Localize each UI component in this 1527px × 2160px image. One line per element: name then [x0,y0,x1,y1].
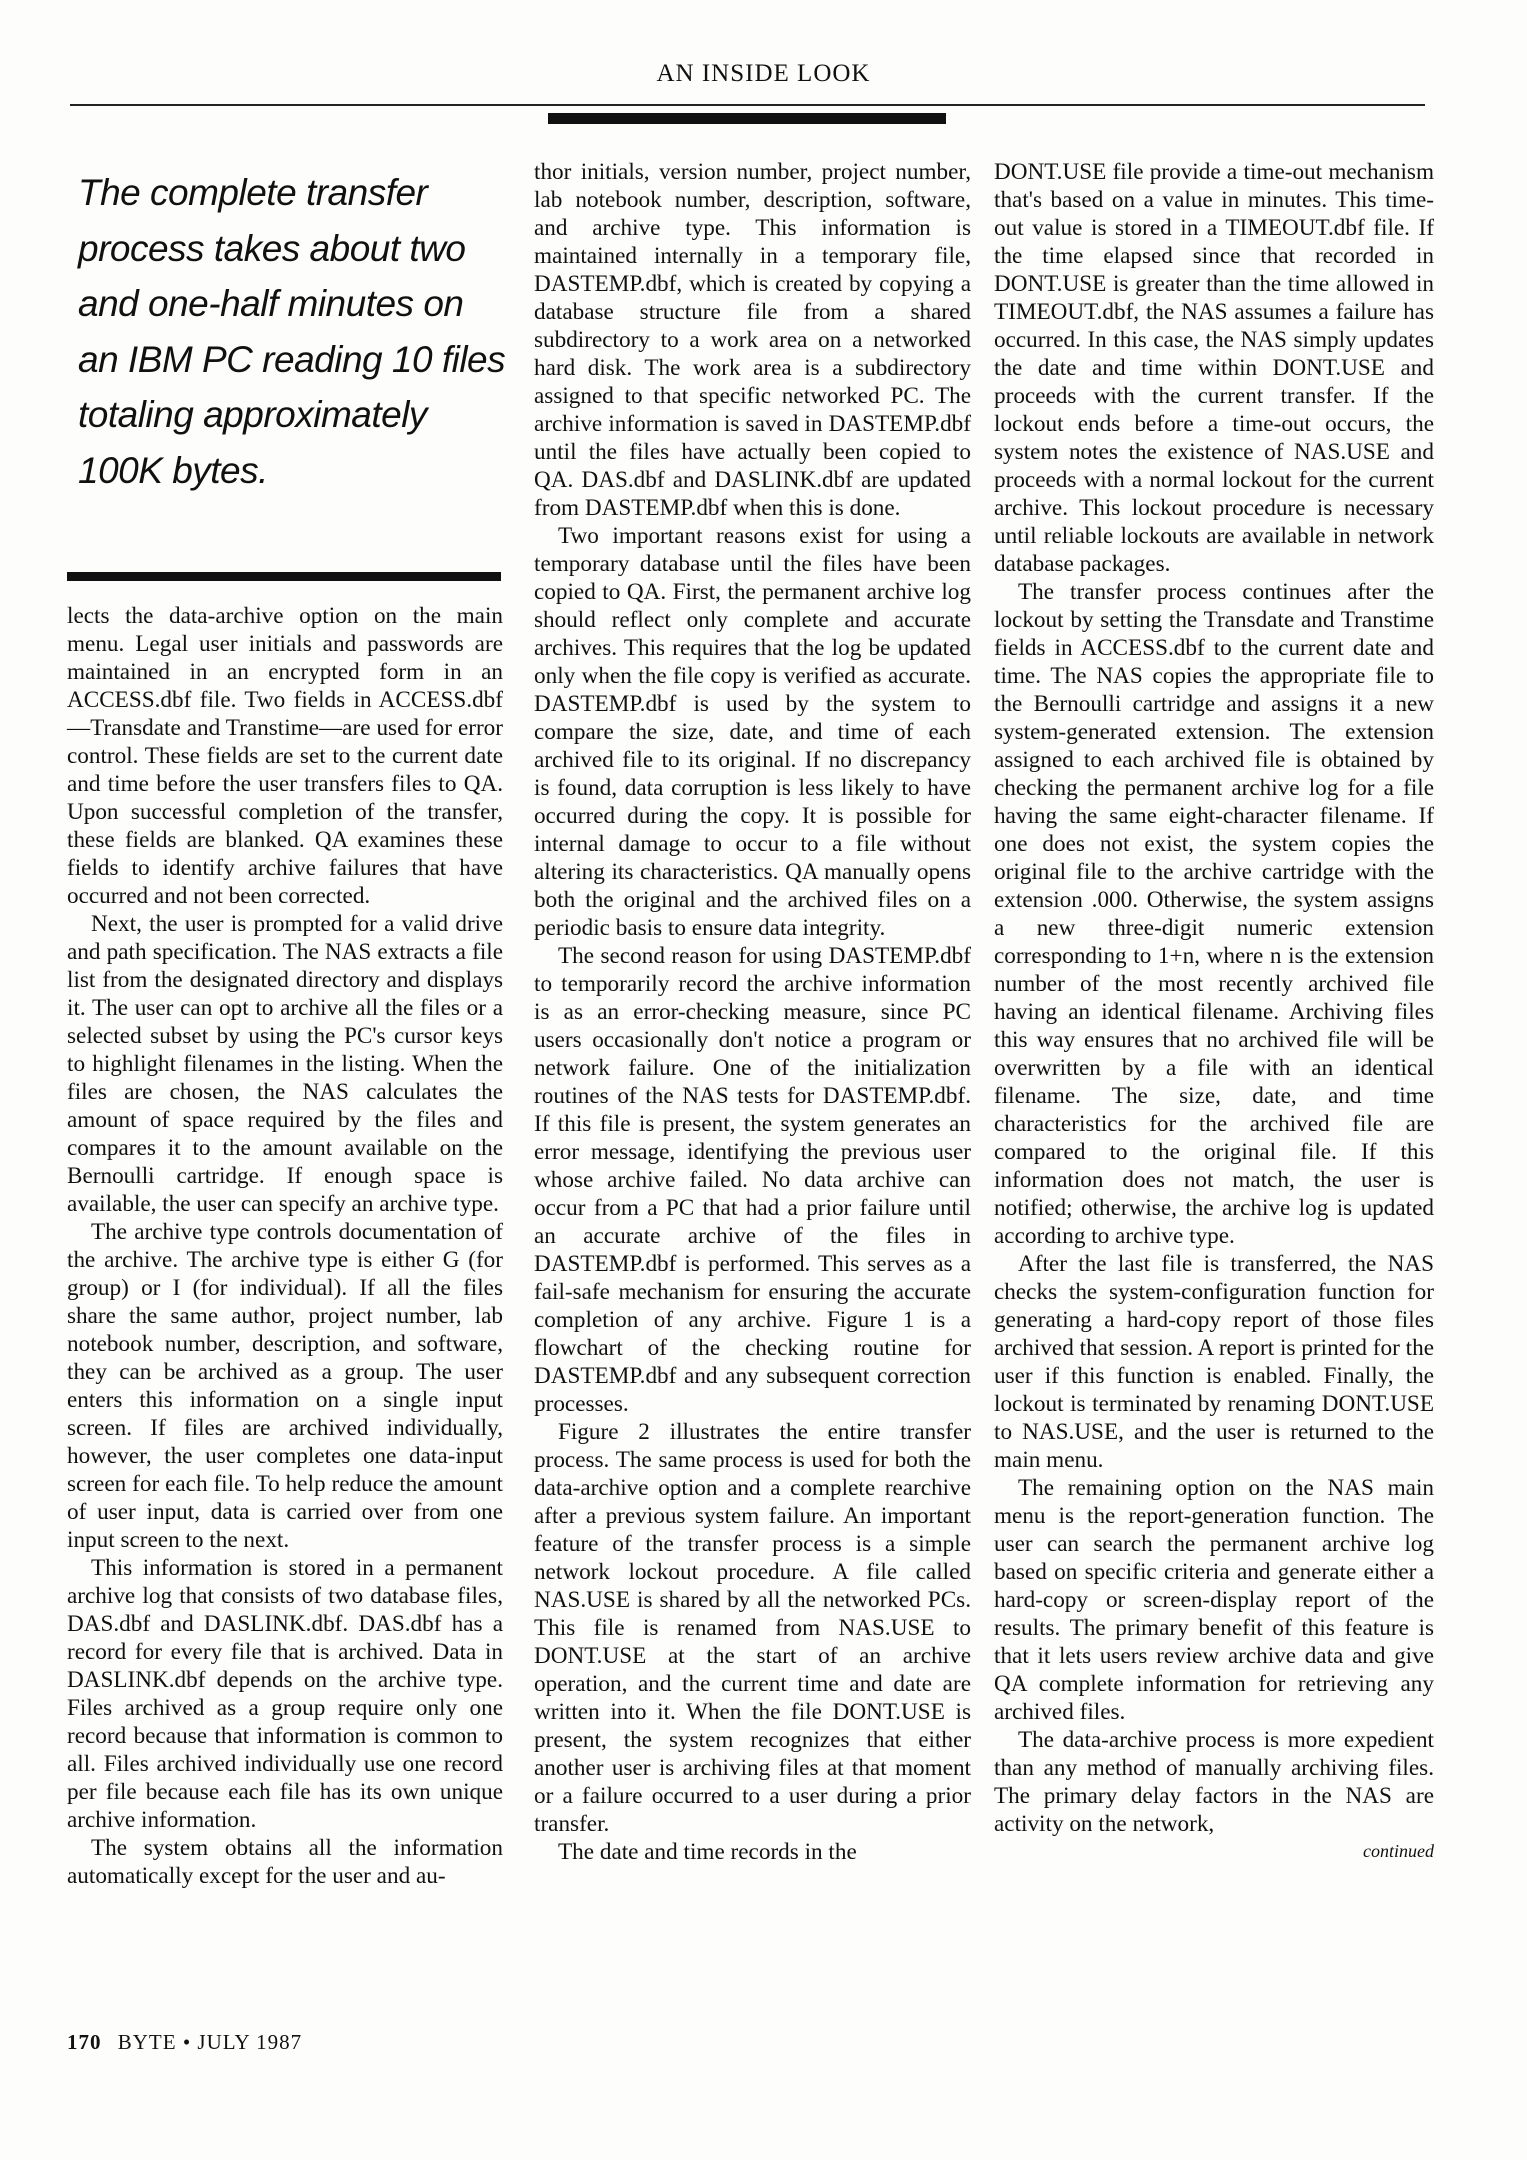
paragraph: The date and time records in the [558,1839,857,1865]
paragraph: The transfer process continues after the lockout by setting the Transdate and Transtime fields in ACCESS.dbf to the current date and time. The NAS copies the appropriate file to the Bernoulli cartridge and assigns it a new system-generated extension. The extension assigned to each archived file is obtained by checking the permanent archive log for a file having the same eight-character filename. If one does not exist, the system copies the original file to the archive cartridge with the extension .000. Otherwise, the system assigns a new three-digit numeric extension corresponding to 1+n, where n is the extension number of the most recently archived file having an identical filename. Archiving files this way ensures that no archived file will be overwritten by a file with an identical filename. The size, date, and time characteristics for the archived file are compared to the original file. If this information does not match, the user is notified; otherwise, the archive log is updated according to archive type. [994,579,1434,1249]
paragraph: This information is stored in a permanent archive log that consists of two database files, DAS.dbf and DASLINK.dbf. DAS.dbf has a record for every file that is archived. Data in DASLINK.dbf depends on the archive type. Files archived as a group require only one record because that information is common to all. Files archived individually use one record per file because each file has its own unique archive information. [67,1555,503,1833]
page-number: 170 [67,2030,102,2054]
publication-info: BYTE • JULY 1987 [117,2030,303,2054]
paragraph: Next, the user is prompted for a valid drive and path specification. The NAS extracts a file list from the designated directory and displays it. The user can opt to archive all the files or a selected subset by using the PC's cursor keys to highlight filenames in the listing. When the files are chosen, the NAS calculates the amount of space required by the files and compares it to the amount available on the Bernoulli cartridge. If enough space is available, the user can specify an archive type. [67,911,503,1217]
pull-quote: The complete transfer process takes about two and one-half minutes on an IBM PC reading 10 files totaling approximately 100K bytes. [78,172,506,491]
paragraph: The data-archive process is more expedient than any method of manually archiving files. The primary delay factors in the NAS are activity on the network, [994,1727,1434,1837]
paragraph: The second reason for using DASTEMP.dbf to temporarily record the archive information is as an error-checking measure, since PC users occasionally don't notice a program or network failure. One of the initialization routines of the NAS tests for DASTEMP.dbf. If this file is present, the system generates an error message, identifying the previous user whose archive failed. No data archive can occur from a PC that had a prior failure until an accurate archive of the files in DASTEMP.dbf is performed. This serves as a fail-safe mechanism for ensuring the accurate completion of any archive. Figure 1 is a flowchart of the checking routine for DASTEMP.dbf and any subsequent correction processes. [534,943,971,1417]
column-1 [67,602,503,1890]
header-bar [548,113,946,124]
paragraph: thor initials, version number, project number, lab notebook number, description, software, and archive type. This information is maintained internally in a temporary file, DASTEMP.dbf, which is created by copying a database structure file from a shared subdirectory to a work area on a networked hard disk. The work area is a subdirectory assigned to that specific networked PC. The archive information is saved in DASTEMP.dbf until the files have actually been copied to QA. DAS.dbf and DASLINK.dbf are updated from DASTEMP.dbf when this is done. [534,159,971,521]
paragraph: The archive type controls documentation of the archive. The archive type is either G (for group) or I (for individual). If all the files share the same author, project number, lab notebook number, description, and software, they can be archived as a group. The user enters this information on a single input screen. If files are archived individually, however, the user completes one data-input screen for each file. To help reduce the amount of user input, data is carried over from one input screen to the next. [67,1219,503,1553]
running-header: AN INSIDE LOOK [656,60,871,87]
paragraph: lects the data-archive option on the main menu. Legal user initials and passwords are maintained in an encrypted form in an ACCESS.dbf file. Two fields in ACCESS.dbf—Transdate and Transtime—are used for error control. These fields are set to the current date and time before the user transfers files to QA. Upon successful completion of the transfer, these fields are blanked. QA examines these fields to identify archive failures that have occurred and not been corrected. [67,603,503,909]
paragraph: DONT.USE file provide a time-out mechanism that's based on a value in minutes. This time-out value is stored in a TIMEOUT.dbf file. If the time elapsed since that recorded in DONT.USE is greater than the time allowed in TIMEOUT.dbf, the NAS assumes a failure has occurred. In this case, the NAS simply updates the date and time within DONT.USE and proceeds with the current transfer. If the lockout ends before a time-out occurs, the system notes the existence of NAS.USE and proceeds with a normal lockout for the current archive. This lockout procedure is necessary until reliable lockouts are available in network database packages. [994,159,1434,577]
paragraph: After the last file is transferred, the NAS checks the system-configuration function for generating a hard-copy report of those files archived that session. A report is printed for the user if this function is enabled. Finally, the lockout is terminated by renaming DONT.USE to NAS.USE, and the user is returned to the main menu. [994,1251,1434,1473]
pull-quote-rule [67,572,501,581]
continued-label: continued [1363,1841,1434,1861]
paragraph: Figure 2 illustrates the entire transfer process. The same process is used for both the data-archive option and a complete rearchive after a previous system failure. An important feature of the transfer process is a simple network lockout procedure. A file called NAS.USE is shared by all the networked PCs. This file is renamed from NAS.USE to DONT.USE at the start of an archive operation, and the current time and date are written into it. When the file DONT.USE is present, the system recognizes that either another user is archiving files at that moment or a failure occurred to a user during a prior transfer. [534,1419,971,1837]
paragraph: Two important reasons exist for using a temporary database until the files have been copied to QA. First, the permanent archive log should reflect only complete and accurate archives. This requires that the log be updated only when the file copy is verified as accurate. DASTEMP.dbf is used by the system to compare the size, date, and time of each archived file to its original. If no discrepancy is found, data corruption is less likely to have occurred during the copy. It is possible for internal damage to occur to a file without altering its characteristics. QA manually opens both the original and the archived files on a periodic basis to ensure data integrity. [534,523,971,941]
paragraph: The system obtains all the information automatically except for the user and au- [67,1835,503,1889]
header-rule [70,104,1425,106]
paragraph: The remaining option on the NAS main menu is the report-generation function. The user can search the permanent archive log based on specific criteria and generate either a hard-copy or screen-display report of the results. The primary benefit of this feature is that it lets users review archive data and give QA complete information for retrieving any archived files. [994,1475,1434,1725]
column-2 [534,158,971,1866]
page-footer [67,2030,302,2055]
column-3 [994,158,1434,1862]
